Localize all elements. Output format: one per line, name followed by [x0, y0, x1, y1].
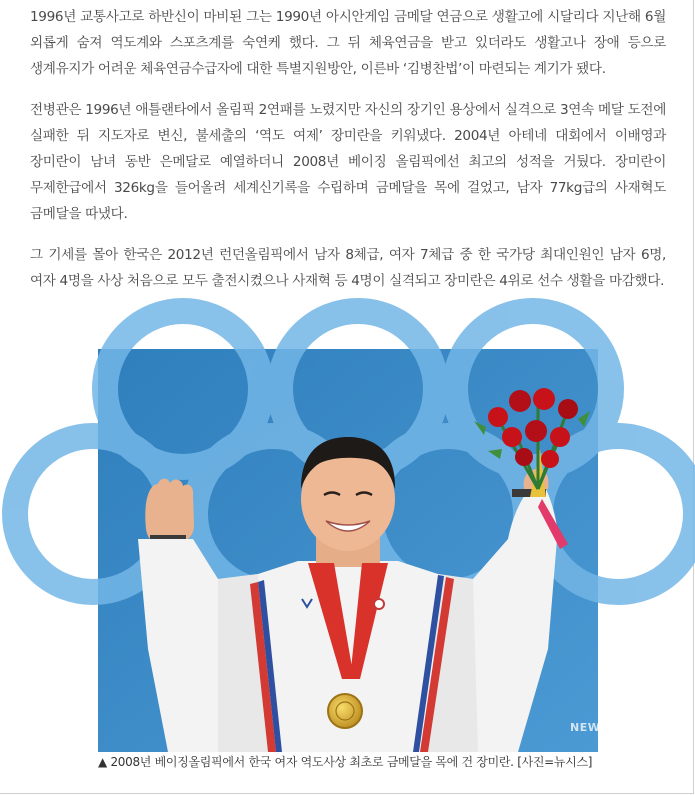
photo-caption: ▲ 2008년 베이징올림픽에서 한국 여자 역도사상 최초로 금메달을 목에 건 장미란. [사진=뉴시스]: [98, 755, 593, 769]
raised-left-hand: [145, 479, 194, 545]
article-paragraph-3: 그 기세를 몰아 한국은 2012년 런던올림픽에서 남자 8체급, 여자 7체급 중 한 국가당 최대인원인 남자 6명, 여자 4명을 사상 처음으로 모두 출전시켰으나 사재혁 등 4명이 실격되고 장미란은 4위로 선수 생활을 마감했다.: [30, 247, 666, 289]
flag-emblem: [374, 599, 384, 609]
article-body: [30, 4, 666, 294]
gold-medal: [328, 694, 362, 728]
article-paragraph-2: 전병관은 1996년 애틀랜타에서 올림픽 2연패를 노렸지만 자신의 장기인 용상에서 실격으로 3연속 메달 도전에 실패한 뒤 지도자로 변신, 불세출의 ‘역도 여제’ 장미란을 키워냈다. 2004년 아테네 대회에서 이배영과 장미란이 남녀 동반 은메달로 예열하더니 2008년 베이징 올림픽에선 최고의 성적을 거뒀다. 장미란이 무제한급에서 326kg을 들어올려 세계신기록을 수립하며 금메달을 목에 걸었고, 남자 77kg급의 사재혁도 금메달을 따냈다.: [30, 102, 666, 222]
article-paragraph-1: 1996년 교통사고로 하반신이 마비된 그는 1990년 아시안게임 금메달 연금으로 생활고에 시달리다 지난해 6월 외롭게 숨져 역도계와 스포츠계를 숙연케 했다. 그 뒤 체육연금을 받고 있더라도 생활고나 장애 등으로 생계유지가 어려운 체육연금수급자에 대한 특별지원방안, 이른바 ‘김병찬법’이 마련되는 계기가 됐다.: [30, 9, 666, 77]
photo-watermark: NEWSIS: [570, 721, 622, 734]
article-photo: [98, 349, 622, 752]
photo-illustration: [98, 349, 598, 752]
